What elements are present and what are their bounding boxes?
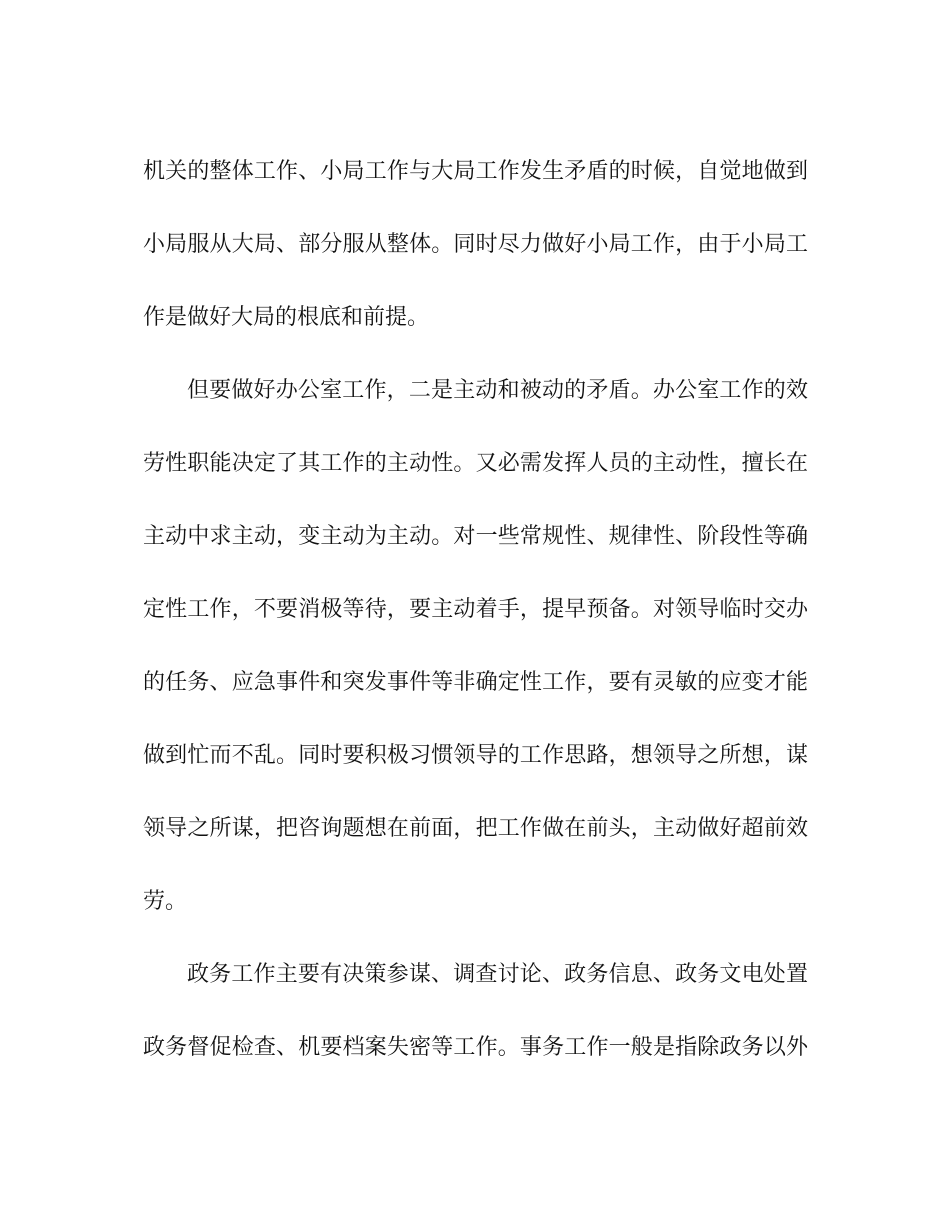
paragraph-1-line-2: 小局服从大局、部分服从整体。同时尽力做好小局工作，由于小局工 [143, 232, 808, 257]
paragraph-2-line-3: 主动中求主动，变主动为主动。对一些常规性、规律性、阶段性等确 [143, 524, 808, 549]
paragraph-1-line-1: 机关的整体工作、小局工作与大局工作发生矛盾的时候，自觉地做到 [143, 159, 808, 184]
document-body [143, 135, 808, 1084]
paragraph-2-line-5: 的任务、应急事件和突发事件等非确定性工作，要有灵敏的应变才能 [143, 670, 808, 695]
paragraph-2-line-4: 定性工作，不要消极等待，要主动着手，提早预备。对领导临时交办 [143, 597, 808, 622]
paragraph-3-line-1: 政务工作主要有决策参谋、调查讨论、政务信息、政务文电处置 [187, 962, 808, 987]
paragraph-1-line-3: 作是做好大局的根底和前提。 [143, 305, 430, 330]
paragraph-2-line-8: 劳。 [143, 889, 188, 914]
paragraph-2-line-1: 但要做好办公室工作，二是主动和被动的矛盾。办公室工作的效 [187, 378, 808, 403]
paragraph-3-line-2: 政务督促检查、机要档案失密等工作。事务工作一般是指除政务以外 [143, 1035, 808, 1060]
paragraph-2-line-7: 领导之所谋，把咨询题想在前面，把工作做在前头，主动做好超前效 [143, 816, 808, 841]
paragraph-2-line-6: 做到忙而不乱。同时要积极习惯领导的工作思路，想领导之所想，谋 [143, 743, 808, 768]
paragraph-2-line-2: 劳性职能决定了其工作的主动性。又必需发挥人员的主动性，擅长在 [143, 451, 808, 476]
